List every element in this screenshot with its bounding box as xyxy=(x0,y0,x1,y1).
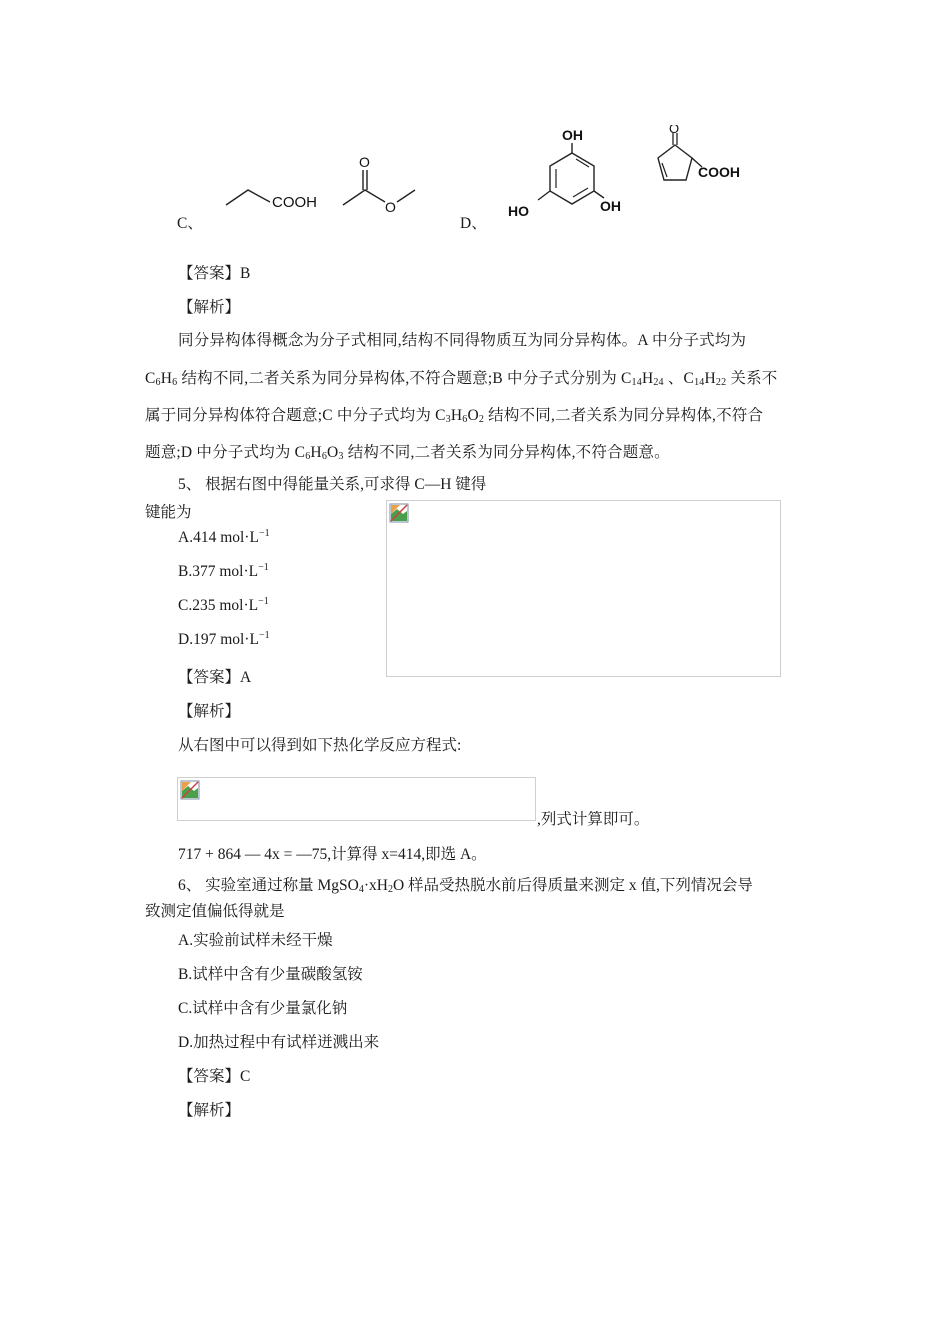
svg-text:HO: HO xyxy=(508,203,529,219)
q5-analysis-3: 717 + 864 — 4x = —75,计算得 x=414,即选 A。 xyxy=(178,846,487,863)
svg-text:OH: OH xyxy=(600,198,621,214)
q5-option-d: D.197 $mol\cdot L^{-1}$ xyxy=(178,630,270,648)
q5-option-c: C.235 $mol\cdot L^{-1}$ xyxy=(178,596,269,614)
q5-option-b: B.377 $mol\cdot L^{-1}$ xyxy=(178,562,269,580)
option-d-label: D、 xyxy=(460,215,487,232)
molecule-propanoic-acid xyxy=(220,150,330,225)
svg-text:OH: OH xyxy=(562,127,583,143)
q4-analysis-line-4: 题意;D 中分子式均为 $C_6H_6O_3$ 结构不同,二者关系为同分异构体,不符合题意。 xyxy=(145,444,670,462)
q6-stem-1: 6、 实验室通过称量 $MgSO_4\cdot xH_2O$ 样品受热脱水前后得质量来测定 x 值,下列情况会导 xyxy=(178,877,753,895)
thermochemical-equation-image xyxy=(177,777,536,821)
q4-analysis-line-2: $C_6H_6$ 结构不同,二者关系为同分异构体,不符合题意;B 中分子式分别为 $C_{14}H_{24}$ 、$C_{14}H_{22}$ 关系不 xyxy=(145,370,778,388)
svg-text:COOH: COOH xyxy=(698,164,740,180)
molecule-methyl-acetate xyxy=(335,150,430,225)
q6-stem-2: 致测定值偏低得就是 xyxy=(145,903,285,920)
q5-analysis-title: 【解析】 xyxy=(178,703,241,720)
option-c-label: C、 xyxy=(177,215,203,232)
svg-text:O: O xyxy=(669,125,680,136)
molecule-phloroglucinol xyxy=(500,125,635,230)
q4-analysis-line-1: 同分异构体得概念为分子式相同,结构不同得物质互为同分异构体。A 中分子式均为 xyxy=(178,332,747,349)
q6-answer: 【答案】C xyxy=(178,1068,251,1085)
q5-analysis-2: ,列式计算即可。 xyxy=(537,811,650,828)
energy-diagram-image xyxy=(386,500,781,677)
mol-c1-cooh: COOH xyxy=(272,194,317,211)
q6-option-c: C.试样中含有少量氯化钠 xyxy=(178,1000,348,1017)
svg-text:O: O xyxy=(359,154,370,170)
q5-option-a: A.414 $mol\cdot L^{-1}$ xyxy=(178,528,270,546)
broken-image-icon xyxy=(179,779,201,801)
q4-analysis-title: 【解析】 xyxy=(178,299,241,316)
broken-image-icon xyxy=(388,502,410,524)
q4-analysis-line-3: 属于同分异构体符合题意;C 中分子式均为 $C_3H_6O_2$ 结构不同,二者关系为同分异构体,不符合 xyxy=(145,407,764,425)
svg-text:O: O xyxy=(385,199,396,215)
q5-stem-1: 5、 根据右图中得能量关系,可求得 C—H 键得 xyxy=(178,476,487,493)
q5-answer: 【答案】A xyxy=(178,669,252,686)
q6-option-d: D.加热过程中有试样迸溅出来 xyxy=(178,1034,380,1051)
q5-analysis-1: 从右图中可以得到如下热化学反应方程式: xyxy=(178,737,462,754)
q5-stem-2: 键能为 xyxy=(145,504,192,521)
molecule-cyclopentenone-acid xyxy=(640,125,755,200)
q6-analysis-title: 【解析】 xyxy=(178,1102,241,1119)
q6-option-b: B.试样中含有少量碳酸氢铵 xyxy=(178,966,363,983)
q6-option-a: A.实验前试样未经干燥 xyxy=(178,932,333,949)
q4-answer: 【答案】B xyxy=(178,265,251,282)
